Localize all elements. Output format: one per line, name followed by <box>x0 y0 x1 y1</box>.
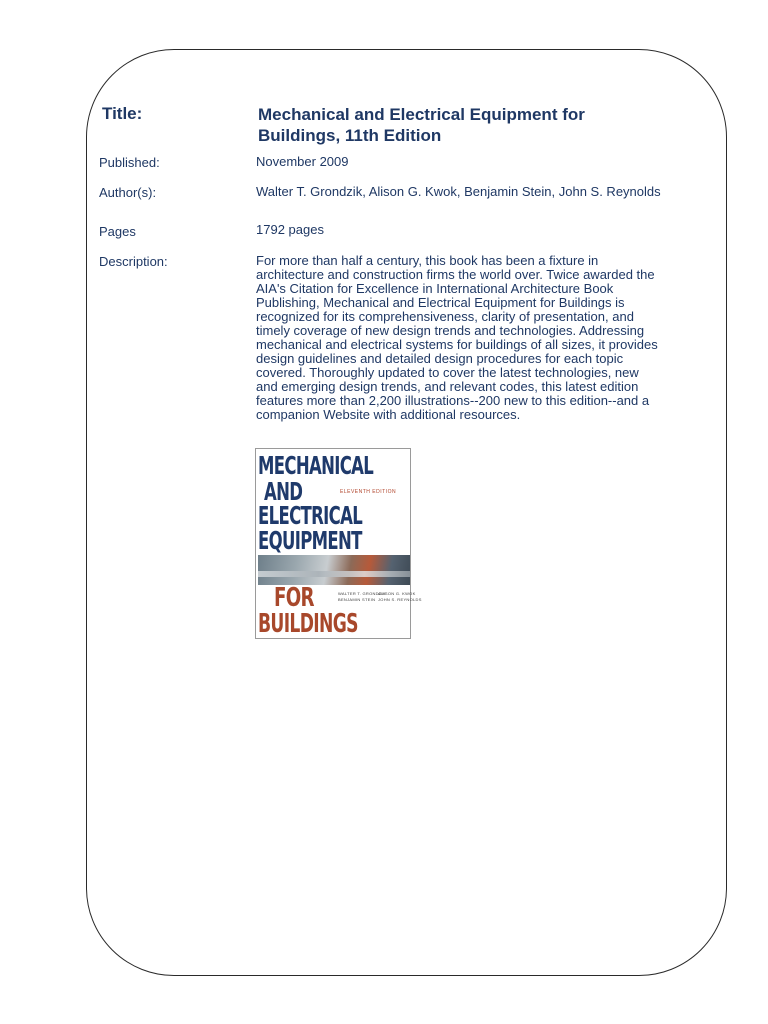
published-label: Published: <box>99 155 160 170</box>
cover-author4: JOHN S. REYNOLDS <box>378 597 422 602</box>
cover-photo <box>258 555 410 585</box>
title-value: Mechanical and Electrical Equipment for Buildings, 11th Edition <box>258 105 585 145</box>
cover-edition: ELEVENTH EDITION <box>340 489 397 495</box>
pages-value: 1792 pages <box>256 222 324 237</box>
cover-photo-strip <box>258 571 410 577</box>
published-value: November 2009 <box>256 154 349 169</box>
pages-label: Pages <box>99 224 136 239</box>
cover-title-line2: AND <box>264 477 303 506</box>
cover-title-line6: BUILDINGS <box>258 609 358 639</box>
authors-value: Walter T. Grondzik, Alison G. Kwok, Benjamin Stein, John S. Reynolds <box>256 184 661 199</box>
title-label: Title: <box>102 104 143 123</box>
cover-author1: WALTER T. GRONDZIK <box>338 591 386 596</box>
book-cover-image <box>255 448 422 639</box>
cover-author2: ALISON G. KWOK <box>378 591 416 596</box>
cover-title-line5: FOR <box>274 583 314 613</box>
cover-author3: BENJAMIN STEIN <box>338 597 376 602</box>
description-value: For more than half a century, this book has been a fixture in architecture and construction firms the world over. Twice awarded the AIA's Citation for Excellence in International Architecture Book Publishing, Mechanical and Electrical Equipment for Buildings is recognized for its comprehensiveness, clarity of presentation, and timely coverage of new design trends and technologies. Addressing mechanical and electrical systems for buildings of all sizes, it provides design guidelines and detailed design procedures for each topic covered. Thoroughly updated to cover the latest technologies, new and emerging design trends, and relevant codes, this latest edition features more than 2,200 illustrations--200 new to this edition--and a companion Website with additional resources. <box>256 253 658 422</box>
description-label: Description: <box>99 254 168 269</box>
cover-title-line3: ELECTRICAL <box>258 501 363 530</box>
cover-title-line4: EQUIPMENT <box>258 526 362 555</box>
authors-label: Author(s): <box>99 185 157 200</box>
cover-title-line1: MECHANICAL <box>258 451 374 480</box>
